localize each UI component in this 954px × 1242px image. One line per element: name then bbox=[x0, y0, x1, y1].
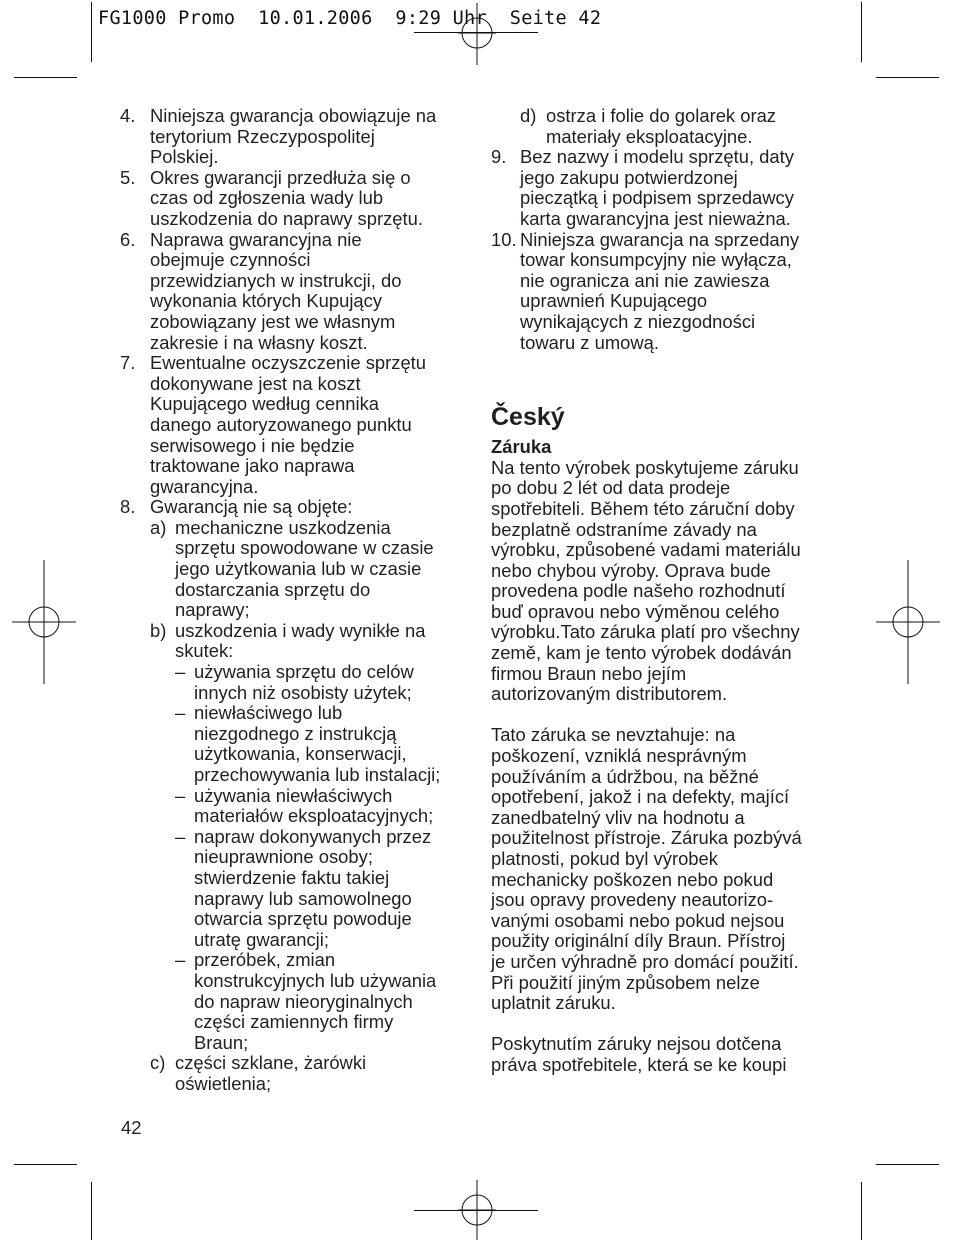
text-line: Tato záruka se nevztahuje: na bbox=[491, 724, 736, 746]
text-line: niewłaściwego lub bbox=[194, 702, 343, 724]
paragraph-2 bbox=[491, 725, 836, 1013]
text-line: materiały eksploatacyjne. bbox=[546, 125, 753, 147]
text-line: towar konsumpcyjny nie wyłącza, bbox=[520, 249, 792, 271]
text-line: utratę gwarancji; bbox=[194, 928, 329, 950]
text-line: oświetlenia; bbox=[175, 1072, 272, 1094]
text-line: Niniejsza gwarancja obowiązuje na bbox=[150, 105, 437, 126]
text-line: sprzętu spowodowane w czasie bbox=[175, 537, 434, 559]
text-line: vanými osobami nebo pokud nejsou bbox=[491, 909, 785, 931]
dash-bullet: – bbox=[175, 949, 186, 971]
dash-bullet: – bbox=[175, 825, 186, 847]
text-line: použity originální díly Braun. Přístroj bbox=[491, 930, 786, 952]
item-number: 7. bbox=[120, 352, 136, 374]
text-line: stwierdzenie faktu takiej bbox=[194, 866, 390, 888]
text-line: użytkowania, konserwacji, bbox=[194, 743, 407, 765]
list-item-10 bbox=[491, 230, 836, 354]
text-line: zanedbatelný vliv na hodnotu a bbox=[491, 806, 745, 828]
registration-mark-left-icon bbox=[12, 560, 76, 684]
text-line: terytorium Rzeczypospolitej bbox=[150, 125, 375, 147]
text-line: nie ogranicza ani nie zawiesza bbox=[520, 269, 770, 291]
crop-mark-top-right-horizontal bbox=[876, 77, 939, 78]
text-line: dostarczania sprzętu do bbox=[175, 578, 371, 600]
list-item-9 bbox=[491, 147, 836, 229]
item-number: 8. bbox=[120, 496, 136, 518]
text-line: Při použití jiným způsobem nelze bbox=[491, 971, 760, 993]
text-line: výrobku, způsobené vadami materiálu bbox=[491, 539, 801, 561]
text-line: jego zakupu potwierdzonej bbox=[520, 166, 738, 188]
text-line: czas od zgłoszenia wady lub bbox=[150, 187, 384, 209]
list-item-6 bbox=[120, 230, 465, 354]
list-item-8 bbox=[120, 497, 465, 518]
crop-mark-top-left-horizontal bbox=[14, 77, 77, 78]
sub-item-letter: d) bbox=[520, 105, 537, 126]
paragraph-1 bbox=[491, 458, 836, 705]
text-line: materiałów eksploatacyjnych; bbox=[194, 805, 434, 827]
registration-mark-top-icon bbox=[458, 3, 496, 65]
crop-mark-top-left-vertical bbox=[91, 2, 92, 62]
registration-mark-right-icon bbox=[876, 560, 940, 684]
text-line: po dobu 2 lét od data prodeje bbox=[491, 477, 731, 499]
text-line: provedena podle našeho rozhodnutí bbox=[491, 580, 786, 602]
list-item-7 bbox=[120, 353, 465, 497]
dash-bullet: – bbox=[175, 784, 186, 806]
text-line: dokonywane jest na koszt bbox=[150, 372, 361, 394]
text-line: naprawy; bbox=[175, 599, 250, 621]
text-line: Polskiej. bbox=[150, 146, 219, 168]
section-heading: Český bbox=[491, 403, 565, 432]
item-number: 9. bbox=[491, 146, 507, 168]
paragraph-gap bbox=[491, 1014, 836, 1035]
text-line: przechowywania lub instalacji; bbox=[194, 764, 441, 785]
text-line: towaru z umową. bbox=[520, 331, 660, 353]
left-column bbox=[120, 106, 465, 1095]
text-line: naprawy lub samowolnego bbox=[194, 887, 412, 909]
sub-item-letter: a) bbox=[150, 516, 167, 538]
text-line: Poskytnutím záruky nejsou dotčena bbox=[491, 1033, 782, 1055]
sub-item-d bbox=[491, 106, 836, 147]
text-line: przewidzianych w instrukcji, do bbox=[150, 269, 402, 291]
crop-mark-top-right-vertical bbox=[861, 2, 862, 62]
text-line: ostrza i folie do golarek oraz bbox=[546, 105, 776, 126]
text-line: uszkodzenia i wady wynikłe na bbox=[175, 619, 426, 641]
text-line: opotřebení, jakož i na defekty, mající bbox=[491, 786, 790, 808]
text-line: używania niewłaściwych bbox=[194, 784, 393, 806]
text-line: uprawnień Kupującego bbox=[520, 290, 708, 312]
crop-mark-bottom-left-horizontal bbox=[14, 1164, 77, 1165]
text-line: traktowane jako naprawa bbox=[150, 455, 355, 477]
text-line: części zamiennych firmy bbox=[194, 1011, 394, 1033]
sub-item-c bbox=[150, 1053, 465, 1094]
text-line: uszkodzenia do naprawy sprzętu. bbox=[150, 207, 423, 229]
text-line: spotřebiteli. Během této záruční doby bbox=[491, 497, 795, 519]
text-line: je určen výhradně pro domácí použití. bbox=[491, 950, 799, 972]
crop-mark-bottom-right-horizontal bbox=[876, 1164, 939, 1165]
text-line: zakresie i na własny koszt. bbox=[150, 331, 368, 353]
text-line: do napraw nieoryginalnych bbox=[194, 990, 413, 1012]
item-number: 5. bbox=[120, 166, 136, 188]
text-line: części szklane, żarówki bbox=[175, 1052, 367, 1074]
text-line: przeróbek, zmian bbox=[194, 949, 336, 971]
text-line: výrobku.Tato záruka platí pro všechny bbox=[491, 621, 800, 643]
item-number: 6. bbox=[120, 228, 136, 250]
dash-item bbox=[175, 703, 465, 785]
text-line: bezplatně odstraníme závady na bbox=[491, 518, 757, 540]
crop-mark-bottom-right-vertical bbox=[861, 1182, 862, 1240]
text-line: mechaniczne uszkodzenia bbox=[175, 516, 391, 538]
text-line: skutek: bbox=[175, 640, 234, 662]
right-column bbox=[491, 106, 836, 1076]
text-line: otwarcia sprzętu powoduje bbox=[194, 908, 412, 930]
item-number: 4. bbox=[120, 105, 136, 126]
text-line: nieuprawnione osoby; bbox=[194, 846, 373, 868]
text-line: konstrukcyjnych lub używania bbox=[194, 969, 437, 991]
page-number: 42 bbox=[121, 1117, 142, 1138]
sub-item-b bbox=[150, 621, 465, 662]
print-header: FG1000 Promo 10.01.2006 9:29 Uhr Seite 42 bbox=[98, 8, 602, 29]
text-line: używania sprzętu do celów bbox=[194, 661, 414, 683]
list-item-5 bbox=[120, 168, 465, 230]
text-line: serwisowego i nie będzie bbox=[150, 434, 355, 456]
text-line: Gwarancją nie są objęte: bbox=[150, 496, 353, 518]
text-line: wykonania których Kupujący bbox=[150, 290, 383, 312]
text-line: karta gwarancyjna jest nieważna. bbox=[520, 207, 791, 229]
dash-bullet: – bbox=[175, 702, 186, 724]
text-line: napraw dokonywanych przez bbox=[194, 825, 432, 847]
text-line: firmou Braun nebo jejím bbox=[491, 662, 687, 684]
text-line: Niniejsza gwarancja na sprzedany bbox=[520, 228, 800, 250]
text-line: danego autoryzowanego punktu bbox=[150, 413, 412, 435]
text-line: Kupującego według cennika bbox=[150, 393, 380, 415]
text-line: práva spotřebitele, která se ke koupi bbox=[491, 1053, 787, 1075]
text-line: použitelnost přístroje. Záruka pozbývá bbox=[491, 827, 802, 849]
text-line: jsou opravy provedeny neautorizo- bbox=[491, 889, 774, 911]
paragraph-gap bbox=[491, 705, 836, 726]
text-line: Naprawa gwarancyjna nie bbox=[150, 228, 362, 250]
text-line: Okres gwarancji przedłuża się o bbox=[150, 166, 411, 188]
sub-item-a bbox=[150, 518, 465, 621]
text-line: zobowiązany jest we własnym bbox=[150, 310, 396, 332]
dash-item bbox=[175, 950, 465, 1053]
sub-item-letter: c) bbox=[150, 1052, 166, 1074]
text-line: uplatnit záruku. bbox=[491, 992, 616, 1014]
text-line: gwarancyjna. bbox=[150, 475, 259, 497]
text-line: Bez nazwy i modelu sprzętu, daty bbox=[520, 146, 794, 168]
text-line: buď opravou nebo výměnou celého bbox=[491, 600, 780, 622]
dash-item bbox=[175, 662, 465, 703]
text-line: platnosti, pokud byl výrobek bbox=[491, 848, 718, 869]
text-line: obejmuje czynności bbox=[150, 249, 311, 271]
text-line: používáním a údržbou, na běžné bbox=[491, 765, 759, 787]
text-line: Na tento výrobek poskytujeme záruku bbox=[491, 456, 799, 478]
sub-item-letter: b) bbox=[150, 619, 167, 641]
paragraph-3 bbox=[491, 1034, 836, 1075]
text-line: země, kam je tento výrobek dodáván bbox=[491, 642, 792, 664]
text-line: wynikających z niezgodności bbox=[520, 310, 756, 332]
dash-item bbox=[175, 827, 465, 951]
text-line: innych niż osobisty użytek; bbox=[194, 681, 412, 703]
text-line: poškození, vzniklá nesprávným bbox=[491, 745, 747, 767]
text-line: jego użytkowania lub w czasie bbox=[175, 558, 422, 580]
text-line: Braun; bbox=[194, 1031, 249, 1053]
dash-item bbox=[175, 786, 465, 827]
text-line: Ewentualne oczyszczenie sprzętu bbox=[150, 352, 427, 374]
registration-mark-bottom-icon bbox=[458, 1180, 496, 1240]
crop-mark-bottom-left-vertical bbox=[91, 1182, 92, 1240]
dash-bullet: – bbox=[175, 661, 186, 683]
item-number: 10. bbox=[491, 228, 517, 250]
text-line: pieczątką i podpisem sprzedawcy bbox=[520, 187, 794, 209]
section-subheading: Záruka bbox=[491, 436, 552, 458]
text-line: autorizovaným distributorem. bbox=[491, 683, 728, 705]
text-line: nebo chybou výroby. Oprava bude bbox=[491, 559, 771, 581]
text-line: mechanicky poškozen nebo pokud bbox=[491, 868, 774, 890]
list-item-4 bbox=[120, 106, 465, 168]
text-line: niezgodnego z instrukcją bbox=[194, 722, 397, 744]
